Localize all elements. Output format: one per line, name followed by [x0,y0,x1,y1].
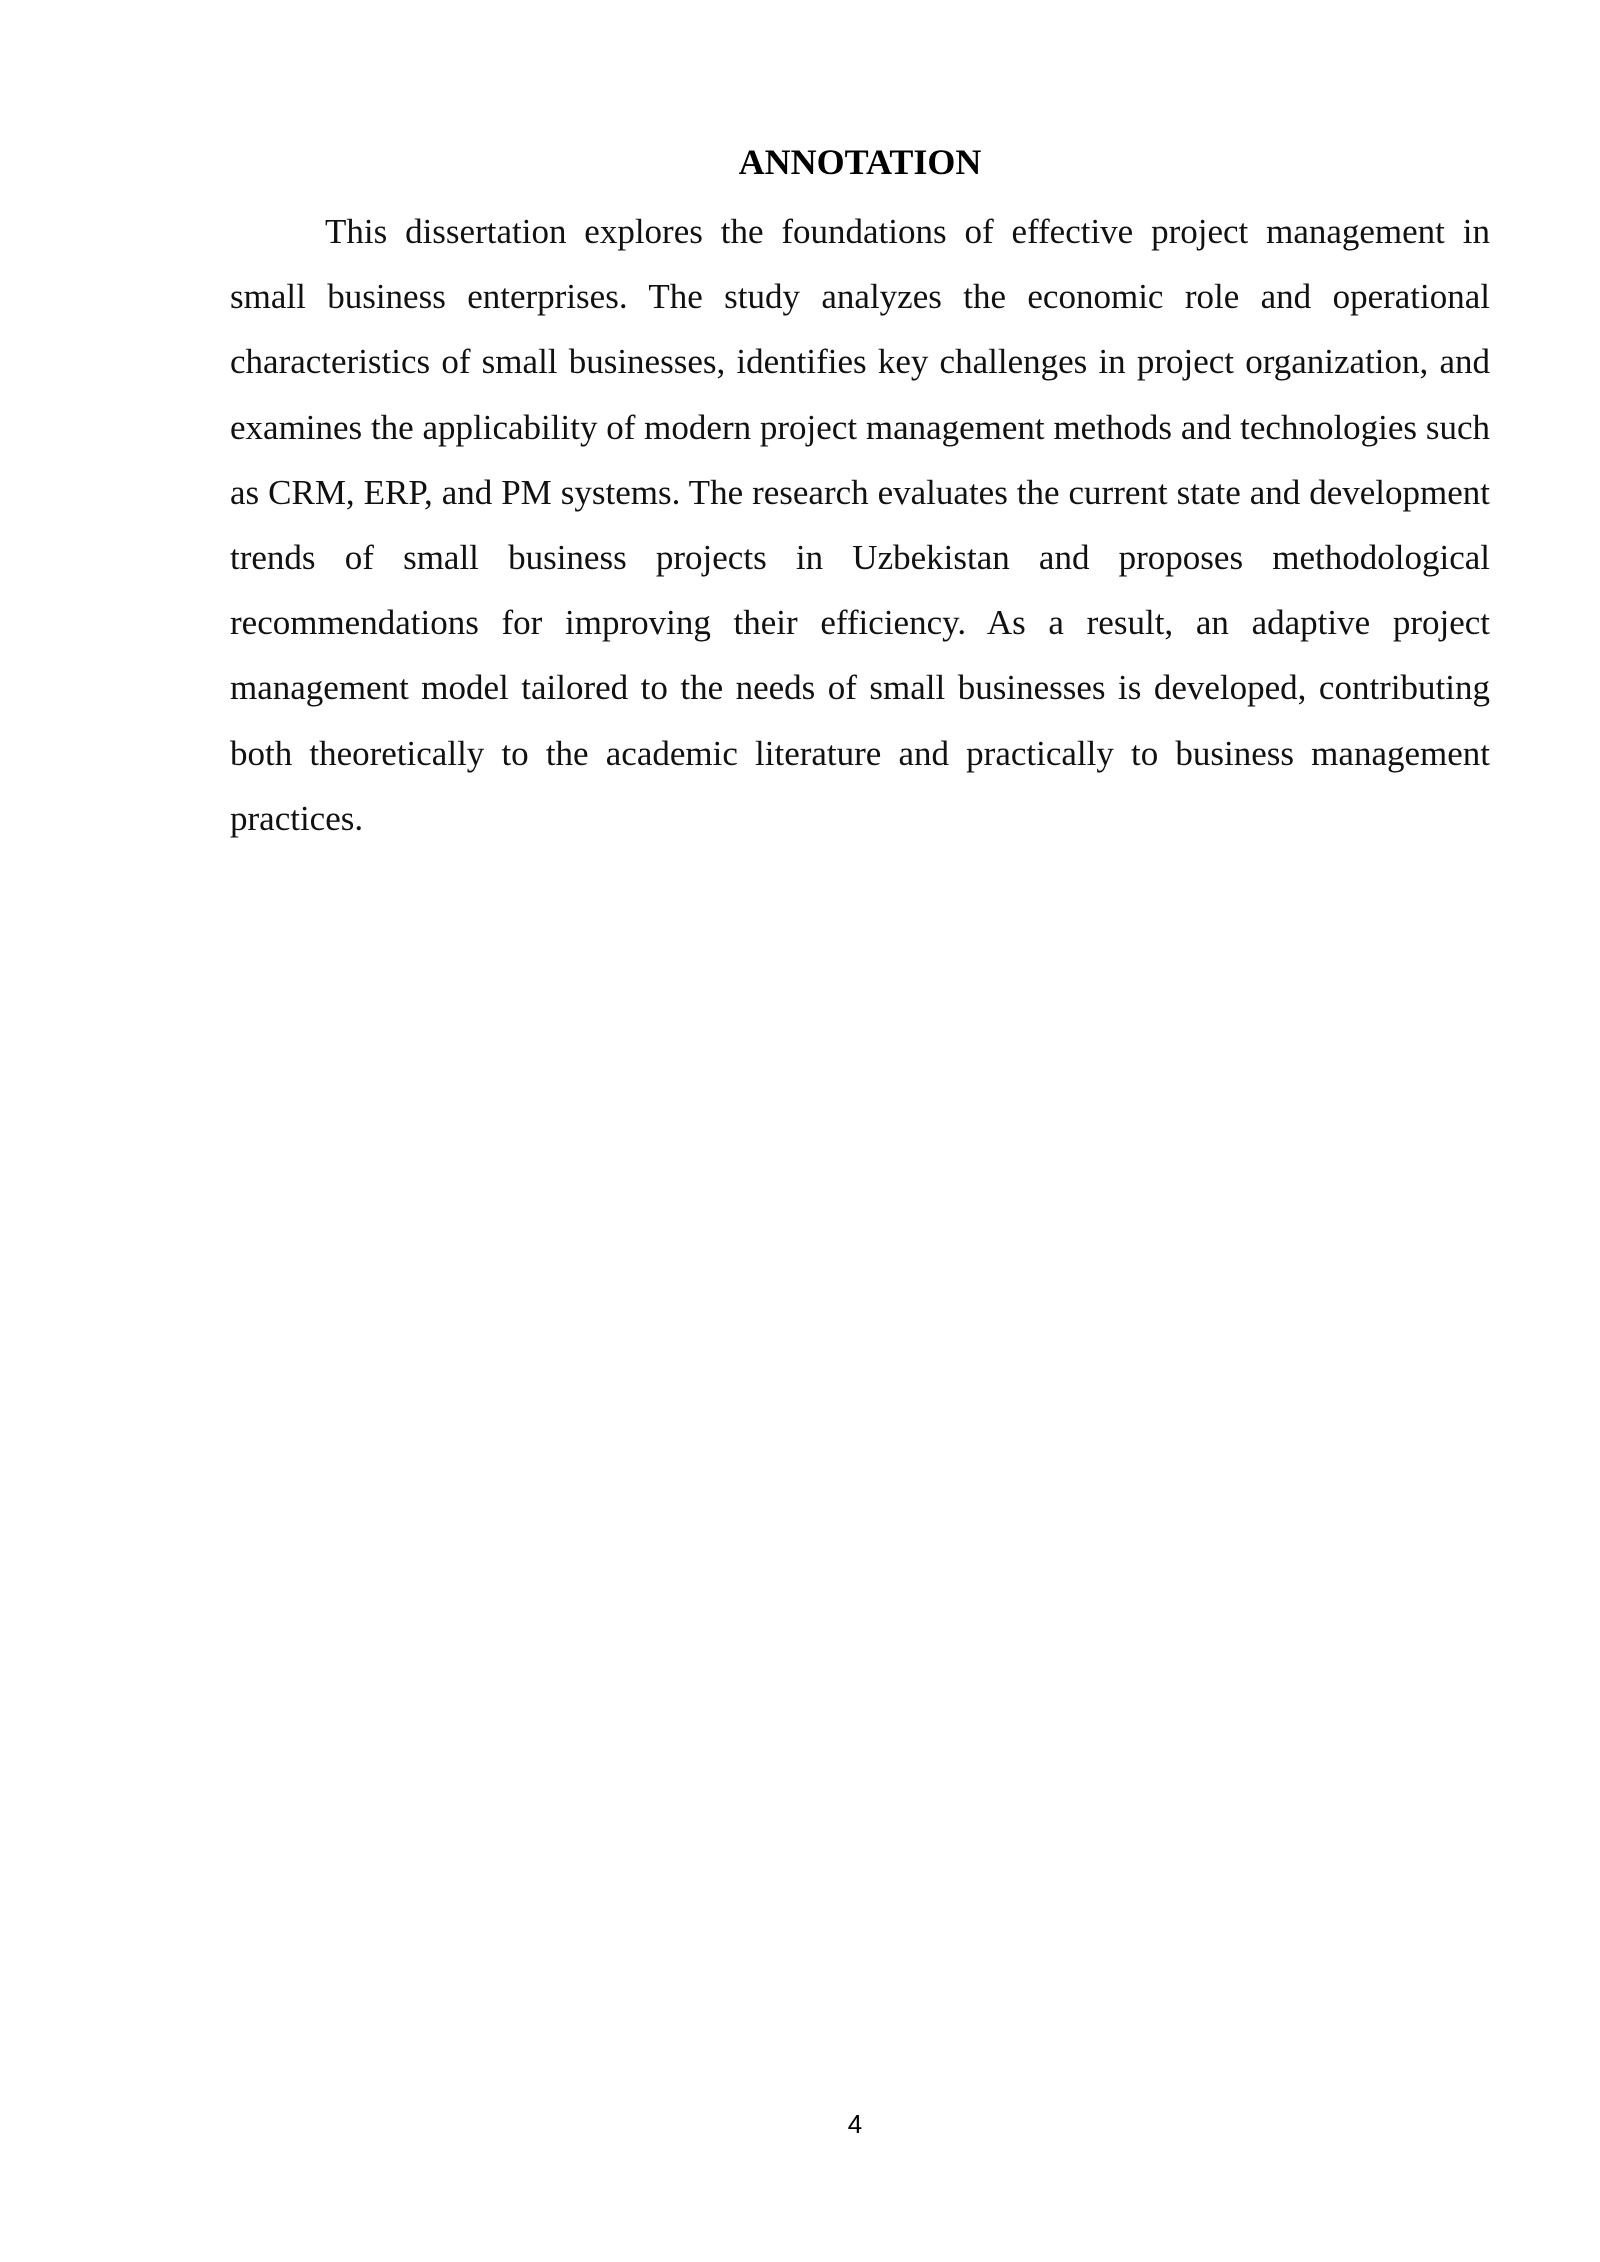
annotation-heading: ANNOTATION [738,142,982,182]
page-number: 4 [847,2109,863,2139]
annotation-paragraph: This dissertation explores the foundations of effective project management in small business enterprises. The study analyzes the economic role and operational characteristics of small businesses, identifies key challenges in project organization, and examines the applicability of modern project management methods and technologies such as CRM, ERP, and PM systems. The research evaluates the current state and development trends of small business projects in Uzbekistan and proposes methodological recommendations for improving their efficiency. As a result, an adaptive project management model tailored to the needs of small businesses is developed, contributing both theoretically to the academic literature and practically to business management practices. [230,212,1490,838]
